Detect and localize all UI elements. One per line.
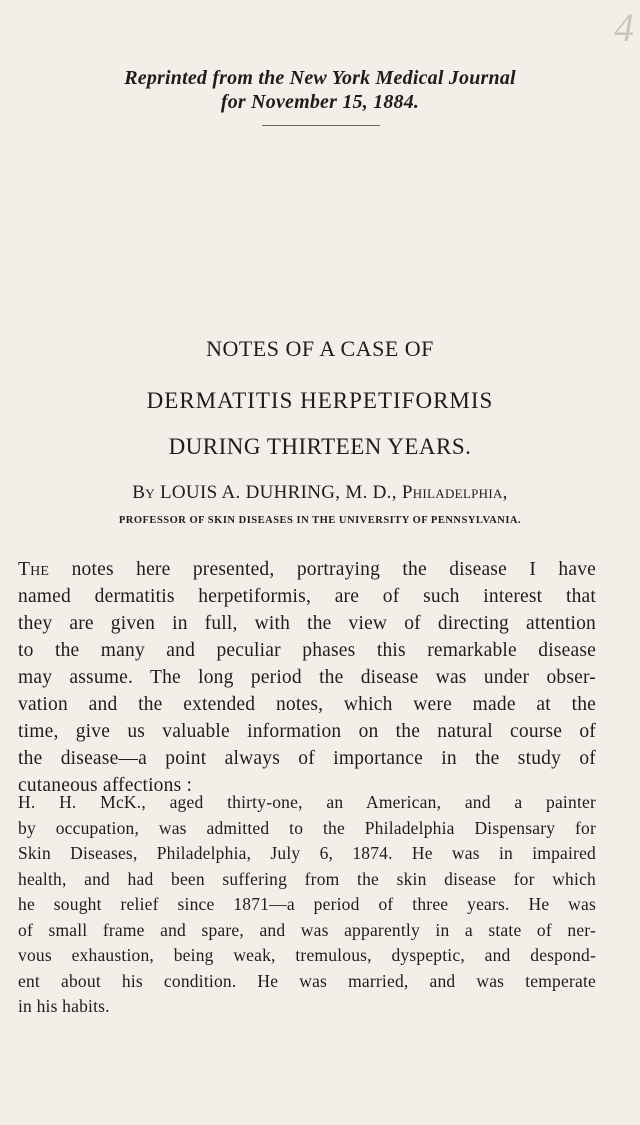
author-location: Philadelphia, (401, 482, 508, 503)
paragraph-line: ent about his condition. He was married, and was temperate (18, 970, 596, 991)
page-corner-mark: 4 (614, 5, 634, 50)
byline-by: By (132, 482, 155, 503)
title-line-1: NOTES OF A CASE OF (206, 336, 434, 361)
paragraph-line: Skin Diseases, Philadelphia, July 6, 1874. He was in impaired (18, 843, 596, 863)
paragraph-case-history (18, 790, 596, 1020)
author-affiliation: PROFESSOR OF SKIN DISEASES IN THE UNIVERSITY OF PENNSYLVANIA. (118, 515, 522, 526)
paragraph-line: the disease—a point always of importance in the study of (18, 748, 596, 769)
paragraph-line: time, give us valuable information on the natural course of (18, 721, 596, 742)
title-line-2: DERMATITIS HERPETIFORMIS (146, 388, 494, 413)
paragraph-line: to the many and peculiar phases this remarkable disease (18, 640, 596, 661)
lead-word: The (18, 559, 50, 580)
paragraph-line: by occupation, was admitted to the Philadelphia Dispensary for (18, 817, 596, 838)
paragraph-intro (18, 556, 596, 799)
paragraph-line: they are given in full, with the view of directing attention (18, 613, 596, 634)
paragraph-line: H. H. McK., aged thirty-one, an American, and a painter (18, 792, 596, 812)
paragraph-line: may assume. The long period the disease was under obser- (18, 667, 596, 688)
paragraph-line (18, 556, 596, 583)
reprint-notice-line-1: Reprinted from the New York Medical Journal (124, 67, 516, 89)
divider-rule (262, 125, 380, 126)
reprint-notice-line-2: for November 15, 1884. (220, 91, 420, 113)
paragraph-line: vation and the extended notes, which were made at the (18, 694, 596, 715)
author-byline (0, 482, 640, 504)
paragraph-line: health, and had been suffering from the skin disease for which (18, 868, 596, 889)
paragraph-line: vous exhaustion, being weak, tremulous, dyspeptic, and despond- (18, 945, 596, 965)
paragraph-line: cutaneous affections : (18, 775, 193, 796)
paragraph-line: in his habits. (18, 996, 110, 1016)
author-name: LOUIS A. DUHRING, M. D., (160, 482, 397, 503)
paragraph-line: of small frame and spare, and was apparently in a state of ner- (18, 919, 596, 940)
title-line-3: DURING THIRTEEN YEARS. (168, 434, 472, 459)
line-text: notes here presented, portraying the disease I have (71, 559, 597, 580)
paragraph-line: named dermatitis herpetiformis, are of such interest that (18, 586, 596, 607)
paragraph-line: he sought relief since 1871—a period of three years. He was (18, 894, 596, 914)
